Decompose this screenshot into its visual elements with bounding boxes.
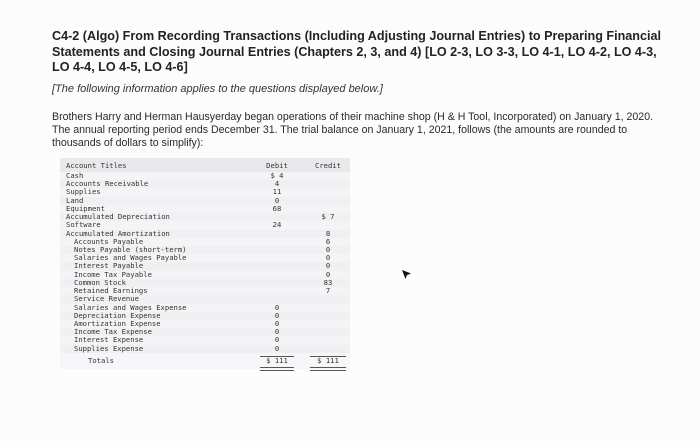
account-title: Interest Payable bbox=[74, 261, 144, 271]
account-title: Notes Payable (short-term) bbox=[74, 244, 187, 254]
account-title: Software bbox=[66, 220, 101, 230]
header-debit: Debit bbox=[266, 161, 288, 170]
debit-total-double-underline bbox=[260, 367, 294, 371]
account-title: Interest Expense bbox=[74, 335, 144, 345]
account-title: Income Tax Expense bbox=[74, 327, 152, 337]
debit-amount: 0 bbox=[274, 195, 280, 205]
debit-amount: 68 bbox=[272, 203, 282, 213]
credit-amount: 83 bbox=[323, 277, 333, 287]
debit-amount: $ 4 bbox=[270, 171, 284, 180]
account-title: Land bbox=[66, 195, 84, 205]
problem-intro: Brothers Harry and Herman Hausyerday began operations of their machine shop (H & H Tool, Incorporated) on January 1, 2020. The annual reporting period ends December 31. The trial balance on January 1, 2021, follows (the amounts are rounded to thousands of dollars to simplify): bbox=[52, 111, 654, 149]
account-title: Amortization Expense bbox=[74, 318, 161, 328]
account-title: Accumulated Depreciation bbox=[66, 212, 170, 222]
debit-amount: 0 bbox=[274, 318, 280, 328]
debit-amount: 0 bbox=[274, 302, 280, 312]
problem-title: C4-2 (Algo) From Recording Transactions (Including Adjusting Journal Entries) to Preparing Financial Statements and Closing Journal Entries (Chapters 2, 3, and 4) [LO 2-3, LO 3-3, LO 4-1, LO 4-2, LO 4-3, LO 4-4, LO 4-5, LO 4-6] bbox=[52, 29, 661, 74]
credit-amount: 6 bbox=[325, 236, 331, 246]
totals-row bbox=[60, 353, 350, 369]
debit-amount: 11 bbox=[272, 187, 282, 197]
account-title: Salaries and Wages Expense bbox=[74, 302, 187, 312]
credit-amount: 0 bbox=[325, 253, 331, 263]
header-credit: Credit bbox=[315, 161, 341, 170]
credit-amount: $ 7 bbox=[321, 212, 335, 222]
credit-total: $ 111 bbox=[317, 355, 339, 365]
problem-note: [The following information applies to the questions displayed below.] bbox=[52, 83, 383, 95]
table-body bbox=[60, 172, 350, 353]
credit-amount: 0 bbox=[325, 244, 331, 254]
account-title: Service Revenue bbox=[74, 294, 139, 304]
account-title: Cash bbox=[66, 171, 84, 180]
credit-amount: 0 bbox=[325, 269, 331, 279]
table-row bbox=[60, 180, 350, 188]
account-title: Equipment bbox=[66, 203, 105, 213]
account-title: Retained Earnings bbox=[74, 286, 148, 296]
table-row bbox=[60, 345, 350, 353]
account-title: Supplies bbox=[66, 187, 101, 197]
account-title: Accounts Payable bbox=[74, 236, 144, 246]
debit-amount: 0 bbox=[274, 327, 280, 337]
account-title: Accumulated Amortization bbox=[66, 228, 170, 238]
account-title: Common Stock bbox=[74, 277, 126, 287]
table-row bbox=[60, 213, 350, 221]
credit-total-double-underline bbox=[310, 367, 346, 371]
totals-label: Totals bbox=[88, 355, 114, 365]
debit-amount: 4 bbox=[274, 179, 280, 189]
trial-balance-table bbox=[60, 158, 350, 369]
table-header bbox=[60, 158, 350, 172]
debit-amount: 24 bbox=[272, 220, 282, 230]
account-title: Supplies Expense bbox=[74, 343, 144, 353]
account-title: Salaries and Wages Payable bbox=[74, 253, 187, 263]
account-title: Income Tax Payable bbox=[74, 269, 152, 279]
credit-amount: 7 bbox=[325, 286, 331, 296]
credit-amount: 8 bbox=[325, 228, 331, 238]
debit-amount: 0 bbox=[274, 310, 280, 320]
account-title: Depreciation Expense bbox=[74, 310, 161, 320]
mouse-pointer-icon bbox=[401, 269, 413, 281]
credit-amount: 0 bbox=[325, 261, 331, 271]
header-account-titles: Account Titles bbox=[66, 161, 127, 170]
debit-amount: 0 bbox=[274, 343, 280, 353]
debit-total: $ 111 bbox=[266, 355, 288, 365]
debit-amount: 0 bbox=[274, 335, 280, 345]
table-row bbox=[60, 188, 350, 196]
account-title: Accounts Receivable bbox=[66, 179, 149, 189]
